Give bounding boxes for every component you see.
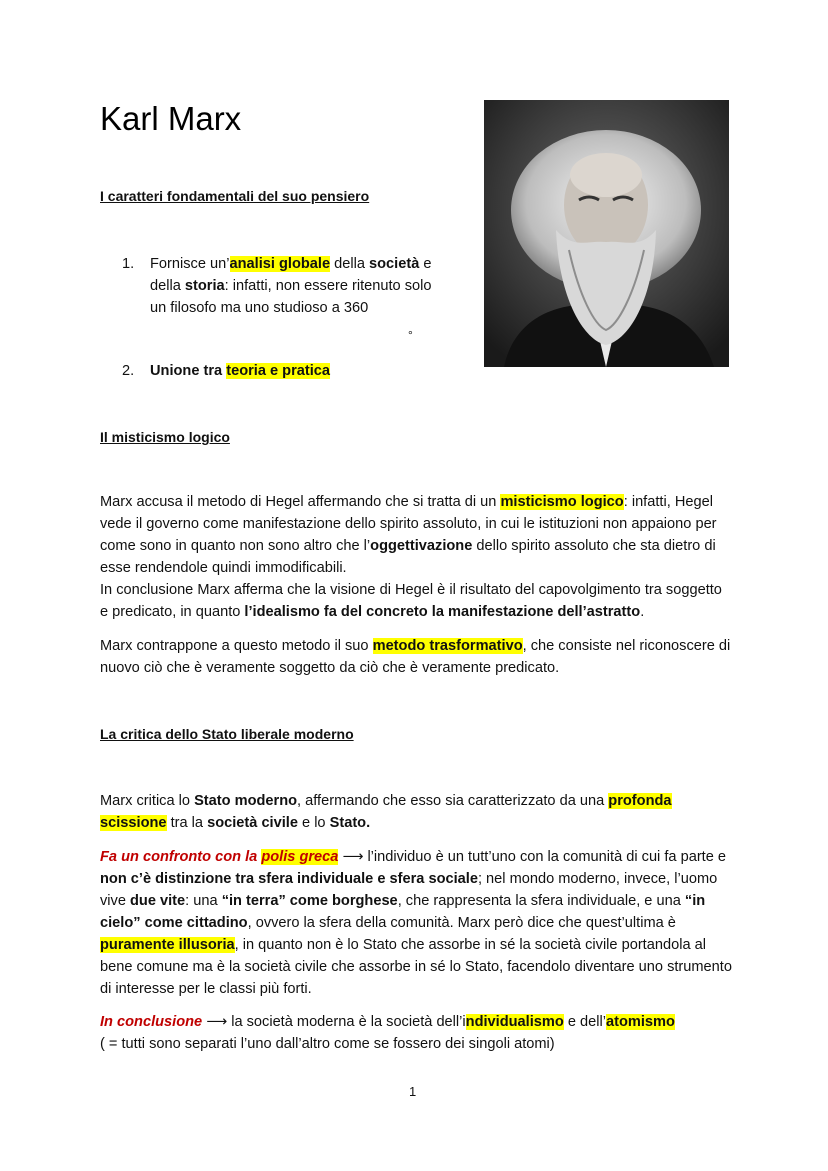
list-item-text: Unione tra teoria e pratica [150,363,331,379]
paragraph: In conclusione ⟶ la società moderna è la società dell’individualismo e dell’atomismo ( = tutti sono separati l’uno dall’altro come se fossero dei singoli atomi) [100,1014,675,1052]
paragraph: Marx critica lo Stato moderno, affermando che esso sia caratterizzato da una profonda scissione tra la società civile e lo Stato. [100,793,672,831]
degree-symbol: ° [408,328,413,342]
paragraph: Marx contrappone a questo metodo il suo metodo trasformativo, che consiste nel riconoscere di nuovo ciò che è veramente soggetto da ciò che è veramente predicato. [100,638,731,676]
section-heading-mysticism: Il misticismo logico [100,429,230,445]
portrait-image [484,100,729,367]
paragraph: Marx accusa il metodo di Hegel affermando che si tratta di un misticismo logico: infatti, Hegel vede il governo come manifestazione dello spirito assoluto, in cui le istituzioni non appaiono per come sono in quanto non sono altro che l’oggettivazione dello spirito assoluto che sta dietro di esse rendendole quindi immodificabili. In conclusione Marx afferma che la visione di Hegel è il risultato del capovolgimento tra soggetto e predicato, in quanto l’idealismo fa del concreto la manifestazione dell’astratto. [100,494,722,620]
list-item-text: Fornisce un’analisi globale della società e della storia: infatti, non essere ritenuto solo un filosofo ma uno studioso a 360 [150,256,432,316]
list-number: 2. [122,363,135,379]
page-number: 1 [409,1084,417,1099]
section-heading-fundamentals: I caratteri fondamentali del suo pensiero [100,188,370,204]
section-heading-state-critique: La critica dello Stato liberale moderno [100,726,354,742]
list-number: 1. [122,256,135,272]
paragraph: Fa un confronto con la polis greca ⟶ l’individuo è un tutt’uno con la comunità di cui fa parte e non c’è distinzione tra sfera individuale e sfera sociale; nel mondo moderno, invece, l’uomo vive due vite: una “in terra” come borghese, che rappresenta la sfera individuale, e una “in cielo” come cittadino, ovvero la sfera della comunità. Marx però dice che quest’ultima è puramente illusoria, in quanto non è lo Stato che assorbe in sé la società civile portandola al bene comune ma è la società civile che assorbe in sé lo Stato, facendolo diventare uno strumento di interesse per le classi più forti. [100,849,732,997]
page-title: Karl Marx [100,100,242,137]
